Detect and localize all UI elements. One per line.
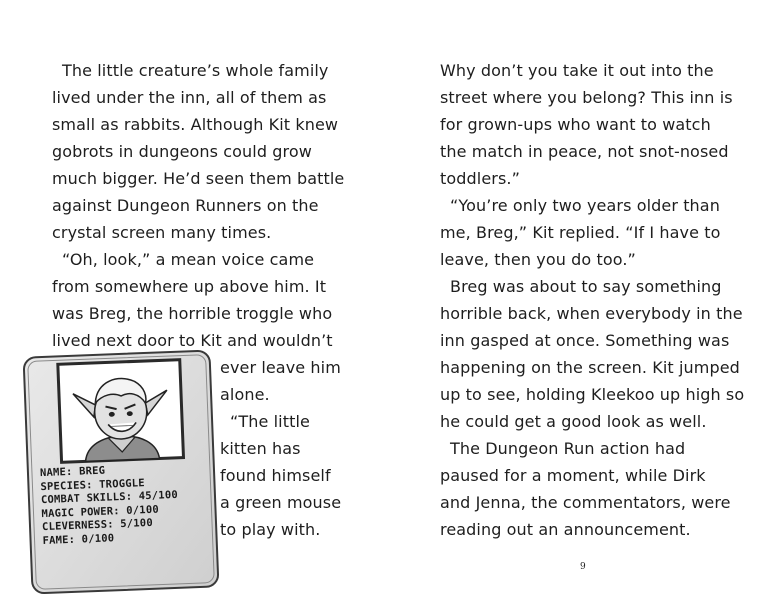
text-line: crystal screen many times.: [52, 223, 272, 242]
text-line: the match in peace, not snot-nosed: [440, 142, 729, 161]
text-line: horrible back, when everybody in the: [440, 304, 743, 323]
text-line: lived next door to Kit and wouldn’t: [52, 331, 333, 350]
text-line: inn gasped at once. Something was: [440, 331, 730, 350]
text-line: for grown-ups who want to watch: [440, 115, 711, 134]
text-line: paused for a moment, while Dirk: [440, 466, 706, 485]
text-line: up to see, holding Kleekoo up high so: [440, 385, 745, 404]
text-line: happening on the screen. Kit jumped: [440, 358, 740, 377]
text-line: ever leave him: [220, 358, 341, 377]
text-line: “You’re only two years older than: [450, 196, 720, 215]
text-line: “Oh, look,” a mean voice came: [62, 250, 315, 269]
text-line: gobrots in dungeons could grow: [52, 142, 312, 161]
text-line: lived under the inn, all of them as: [52, 88, 327, 107]
text-line: “The little: [230, 412, 310, 431]
text-line: small as rabbits. Although Kit knew: [52, 115, 339, 134]
text-line: The little creature’s whole family: [62, 61, 329, 80]
text-line: he could get a good look as well.: [440, 412, 707, 431]
text-line: to play with.: [220, 520, 321, 539]
page-number: 9: [580, 562, 586, 572]
stat-magic-power: MAGIC POWER: 0/100: [41, 503, 160, 520]
text-line: against Dungeon Runners on the: [52, 196, 319, 215]
text-line: street where you belong? This inn is: [440, 88, 733, 107]
text-line: a green mouse: [220, 493, 342, 512]
text-line: reading out an announcement.: [440, 520, 691, 539]
text-line: me, Breg,” Kit replied. “If I have to: [440, 223, 721, 242]
text-line: The Dungeon Run action had: [450, 439, 686, 458]
text-line: was Breg, the horrible troggle who: [52, 304, 333, 323]
card-stats: [40, 462, 180, 548]
text-line: from somewhere up above him. It: [52, 277, 327, 296]
stat-fame: FAME: 0/100: [42, 531, 115, 547]
character-card: [21, 348, 220, 595]
stat-cleverness: CLEVERNESS: 5/100: [41, 516, 154, 534]
text-line: and Jenna, the commentators, were: [440, 493, 731, 512]
stat-name: NAME: BREG: [39, 464, 106, 480]
text-line: kitten has: [220, 439, 301, 458]
text-line: leave, then you do too.”: [440, 250, 636, 269]
text-line: much bigger. He’d seen them battle: [52, 169, 345, 188]
text-line: alone.: [220, 385, 270, 404]
stat-species: SPECIES: TROGGLE: [40, 476, 146, 493]
text-line: found himself: [220, 466, 331, 485]
stat-combat-skills: COMBAT SKILLS: 45/100: [40, 488, 179, 507]
text-line: Why don’t you take it out into the: [440, 61, 714, 80]
text-line: Breg was about to say something: [450, 277, 722, 296]
text-line: toddlers.”: [440, 169, 520, 188]
left-page: [0, 0, 390, 600]
right-page: [390, 0, 781, 600]
